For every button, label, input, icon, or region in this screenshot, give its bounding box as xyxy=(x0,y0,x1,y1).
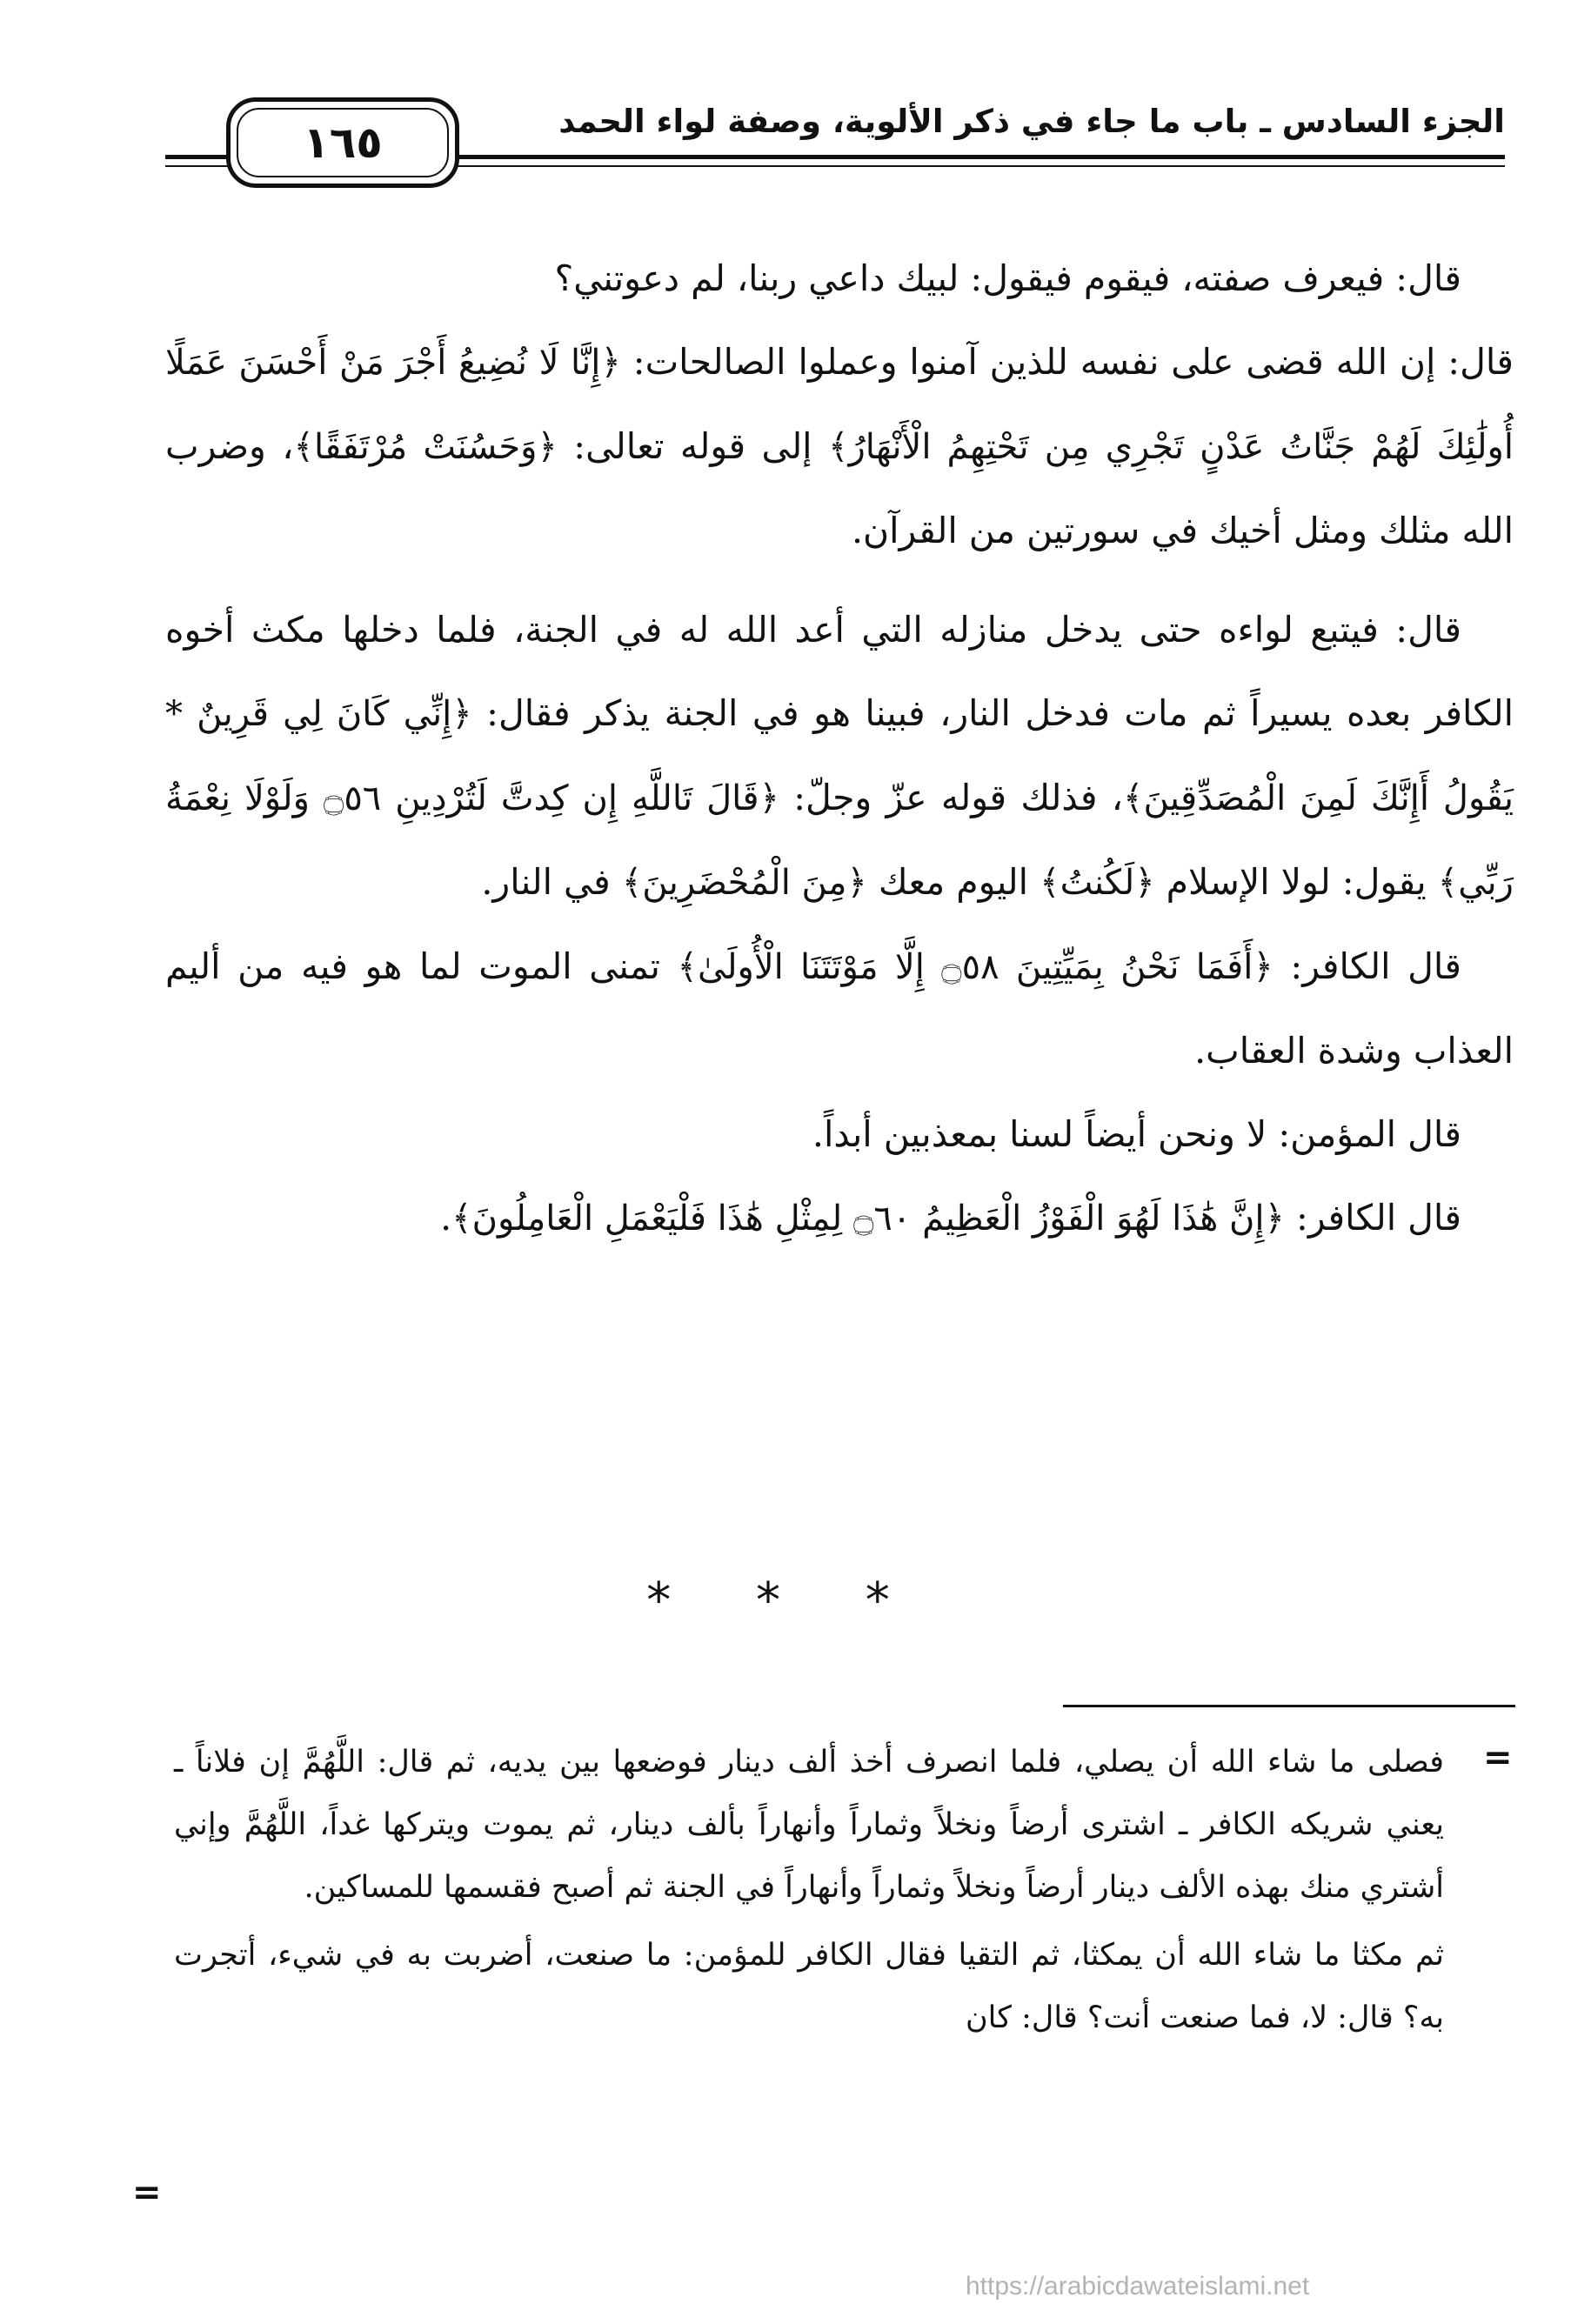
paragraph-4-text: قال الكافر: xyxy=(1290,945,1461,987)
paragraph-3-text: يقول: لولا الإسلام xyxy=(1166,861,1427,903)
quran-verse: ﴿إِنَّا لَا نُضِيعُ أَجْرَ مَنْ أَحْسَنَ عَمَلًا أُولَٰئِكَ لَهُمْ جَنَّاتُ عَدْنٍ تَجْرِي مِن تَحْتِهِمُ الْأَنْهَارُ﴾ xyxy=(165,343,1514,467)
page-number-frame xyxy=(226,97,459,188)
paragraph-3-text: قال: فيتبع لواءه حتى يدخل منازله التي أعد الله له في الجنة، فلما دخلها مكث أخوه الكافر بعده يسيراً ثم مات فدخل النار، فبينا هو في الجنة يذكر فقال: xyxy=(165,609,1514,734)
quran-verse: ﴿وَحَسُنَتْ مُرْتَفَقًا﴾ xyxy=(293,427,558,467)
paragraph-5: قال المؤمن: لا ونحن أيضاً لسنا بمعذبين أبداً. xyxy=(812,1113,1461,1155)
paragraph-6 xyxy=(165,1176,1514,1260)
paragraph-4-text: تمنى الموت لما هو فيه من أليم العذاب وشدة العقاب. xyxy=(165,945,1514,1072)
quran-verse: ﴿إِنِّي كَانَ لِي قَرِينٌ * يَقُولُ أَإِنَّكَ لَمِنَ الْمُصَدِّقِينَ﴾ xyxy=(165,694,1514,818)
page-header xyxy=(165,97,1505,202)
watermark-url: https://arabicdawateislami.net xyxy=(966,2272,1310,2301)
footnote-paragraph-1: فصلى ما شاء الله أن يصلي، فلما انصرف أخذ ألف دينار فوضعها بين يديه، ثم قال: اللَّهُمَّ إن فلاناً ـ يعني شريكه الكافر ـ اشترى أرضاً ونخلاً وثماراً وأنهاراً بألف دينار، ثم يموت ويتركها غداً، اللَّهُمَّ وإني أشتري منك بهذه الألف دينار أرضاً ونخلاً وثماراً وأنهاراً في الجنة ثم أصبح فقسمها للمساكين. xyxy=(174,1745,1444,1905)
quran-verse: ﴿لَكُنتُ﴾ xyxy=(1040,863,1155,903)
continuation-mark-top: = xyxy=(1483,1738,1513,1778)
footnote-paragraph-2: ثم مكثا ما شاء الله أن يمكثا، ثم التقيا فقال الكافر للمؤمن: ما صنعت، أضربت به في شيء، أتجرت به؟ قال: لا، فما صنعت أنت؟ قال: كان xyxy=(174,1938,1444,2035)
paragraph-2-intro: قال: إن الله قضى على نفسه للذين آمنوا وعملوا الصالحات: xyxy=(632,341,1514,383)
paragraph-6-text: . xyxy=(440,1197,452,1239)
paragraph-2-text: إلى قوله تعالى: xyxy=(573,425,812,467)
footnote-rule xyxy=(1063,1705,1515,1707)
paragraph-2 xyxy=(165,320,1514,572)
paragraph-6-text: قال الكافر: xyxy=(1296,1197,1461,1239)
running-title: الجزء السادس ـ باب ما جاء في ذكر الألوية، وصفة لواء الحمد xyxy=(558,103,1505,140)
section-separator: * * * xyxy=(646,1573,925,1629)
paragraph-1: قال: فيعرف صفته، فيقوم فيقول: لبيك داعي ربنا، لم دعوتني؟ xyxy=(554,257,1461,299)
paragraph-2-text: ، وضرب الله مثلك ومثل أخيك في سورتين من القرآن. xyxy=(165,425,1514,551)
footnotes xyxy=(174,1731,1444,2049)
paragraph-3-text: اليوم معك xyxy=(878,861,1029,903)
paragraph-4 xyxy=(165,925,1514,1092)
paragraph-3-text: ، فذلك قوله عزّ وجلّ: xyxy=(793,777,1124,818)
quran-verse: ﴿أَفَمَا نَحْنُ بِمَيِّتِينَ ۝٥٨ إِلَّا مَوْتَتَنَا الْأُولَىٰ﴾ xyxy=(677,947,1274,987)
paragraph-3-text: في النار. xyxy=(481,861,611,903)
paragraph-3 xyxy=(165,588,1514,925)
quran-verse: ﴿إِنَّ هَٰذَا لَهُوَ الْفَوْزُ الْعَظِيمُ ۝٦٠ لِمِثْلِ هَٰذَا فَلْيَعْمَلِ الْعَامِلُونَ﴾ xyxy=(451,1199,1285,1239)
quran-verse: ﴿قَالَ تَاللَّهِ إِن كِدتَّ لَتُرْدِينِ ۝٥٦ وَلَوْلَا نِعْمَةُ رَبِّي﴾ xyxy=(165,778,1514,903)
quran-verse: ﴿مِنَ الْمُحْضَرِينَ﴾ xyxy=(621,863,867,903)
continuation-mark-bottom: = xyxy=(132,2173,162,2213)
main-text xyxy=(165,237,1514,1260)
page-number: ١٦٥ xyxy=(237,108,449,177)
